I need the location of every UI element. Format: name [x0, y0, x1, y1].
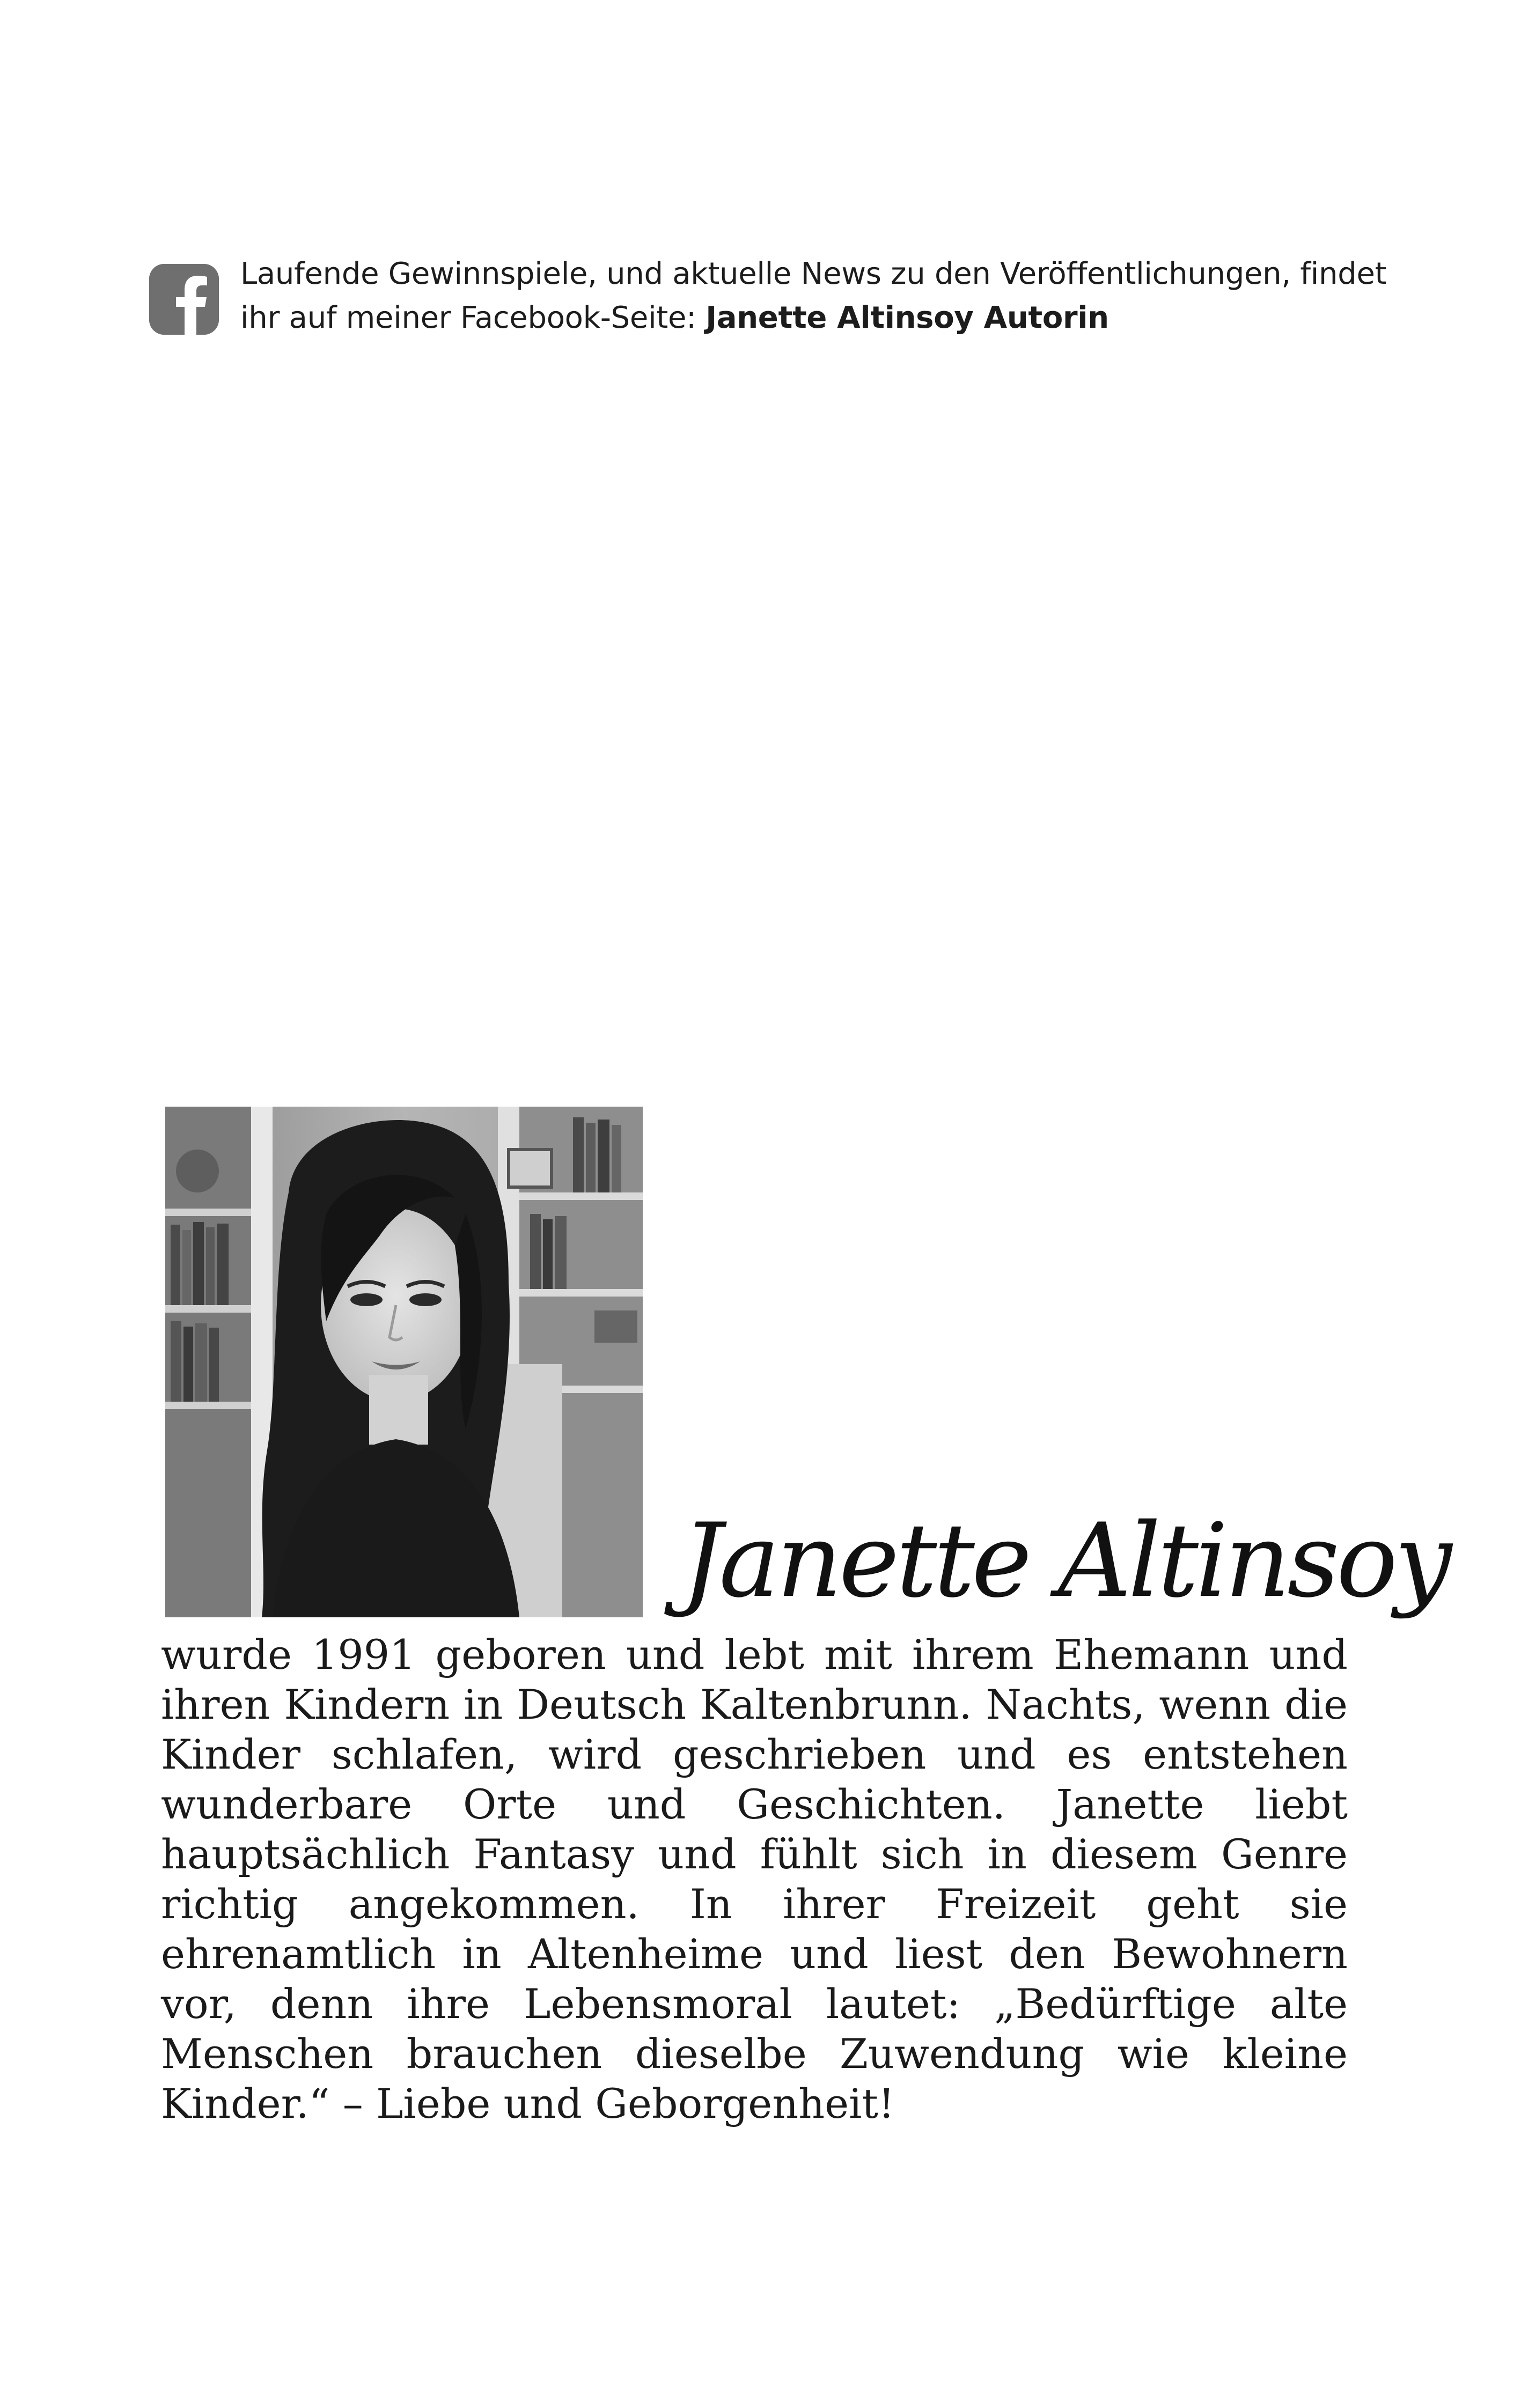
author-signature	[671, 1491, 1449, 1631]
facebook-notice	[149, 252, 1387, 359]
facebook-notice-text	[240, 252, 1387, 340]
author-signature-text: Janette Altinsoy	[681, 1501, 1449, 1620]
facebook-notice-line-2	[240, 296, 1367, 340]
facebook-notice-line-1: Laufende Gewinnspiele, und aktuelle News zu den Veröffentlichungen, findet	[240, 256, 1387, 291]
facebook-notice-prefix: ihr auf meiner Facebook-Seite:	[240, 300, 706, 335]
author-bio: wurde 1991 geboren und lebt mit ihrem Ehemann und ihren Kindern in Deutsch Kaltenbrunn. Nachts, wenn die Kinder schlafen, wird geschrieben und es entstehen wunderbare Orte und Geschichten. Janette liebt hauptsächlich Fantasy und fühlt sich in diesem Genre richtig angekommen. In ihrer Freizeit geht sie ehrenamtlich in Altenheime und liest den Bewohnern vor, denn ihre Lebensmoral lautet: „Bedürftige alte Menschen brauchen dieselbe Zuwendung wie kleine Kinder.“ – Liebe und Geborgenheit!	[161, 1631, 1348, 2127]
facebook-icon	[149, 264, 219, 335]
author-portrait-photo	[165, 1107, 643, 1617]
facebook-page-name[interactable]: Janette Altinsoy Autorin	[706, 300, 1109, 335]
